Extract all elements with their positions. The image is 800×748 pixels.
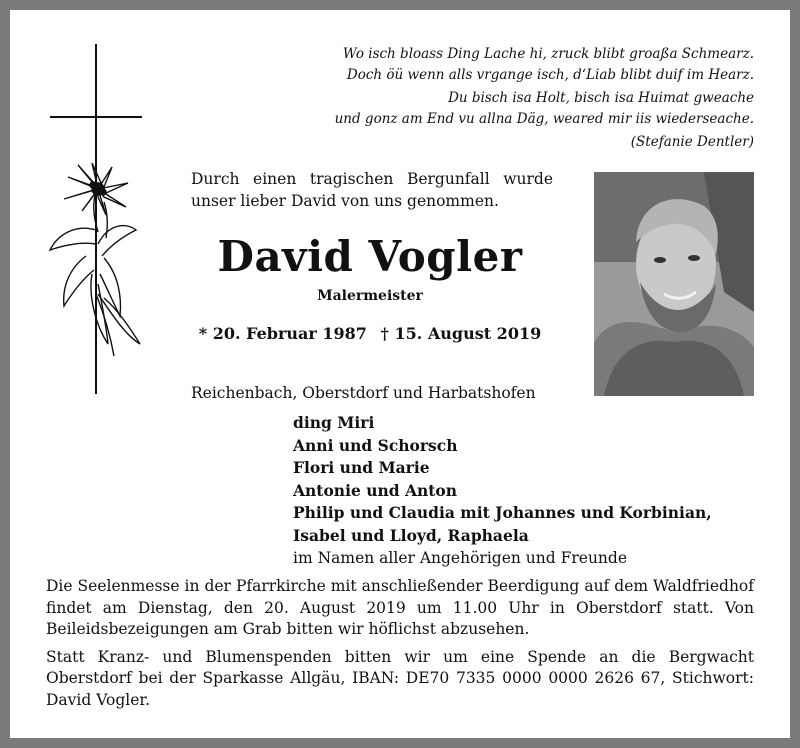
poem	[254, 44, 754, 153]
mourner-name: Philip und Claudia mit Johannes und Korbinian,	[293, 503, 712, 522]
places: Reichenbach, Oberstdorf und Harbatshofen	[191, 384, 536, 402]
mourner-name: Anni und Schorsch	[293, 435, 458, 455]
mourner-name: Antonie und Anton	[293, 480, 458, 500]
deceased-name: David Vogler	[217, 232, 523, 281]
poem-line: Wo isch bloass Ding Lache hi, zruck blibt groaßa Schmearz.	[342, 46, 754, 62]
poem-author: (Stefanie Dentler)	[630, 134, 754, 150]
cross-edelweiss-graphic	[46, 44, 156, 404]
life-dates	[180, 324, 560, 343]
mourners-closing: im Namen aller Angehörigen und Freunde	[293, 549, 627, 567]
birth-date: * 20. Februar 1987	[198, 324, 367, 343]
mourners-list	[293, 412, 773, 570]
intro-text	[191, 168, 553, 212]
poem-stanza-1	[254, 44, 754, 86]
mourner-name: Isabel und Lloyd, Raphaela	[293, 525, 529, 545]
notice-paragraph-service: Die Seelenmesse in der Pfarrkirche mit anschließender Beerdigung auf dem Waldfriedhof findet am Dienstag, den 20. August 2019 um 11.00 Uhr in Oberstdorf statt. Von Beileidsbezeigungen am Grab bitten wir höflichst abzusehen.	[46, 577, 754, 638]
notice-paragraph-donation: Statt Kranz- und Blumenspenden bitten wir um eine Spende an die Bergwacht Oberstdorf bei der Sparkasse Allgäu, IBAN: DE70 7335 0000 0000 2626 67, Stichwort: David Vogler.	[46, 647, 754, 709]
mourner-name: Flori und Marie	[293, 458, 430, 477]
death-date: † 15. August 2019	[380, 324, 542, 343]
intro-line-1: Durch einen tragischen Bergunfall wurde	[191, 170, 553, 188]
intro-line-2: unser lieber David von uns genommen.	[191, 192, 499, 210]
mourner-name: ding Miri	[293, 413, 375, 432]
deceased-profession: Malermeister	[317, 288, 423, 304]
poem-line: Du bisch isa Holt, bisch isa Huimat gweache	[448, 90, 754, 106]
cross-icon	[50, 44, 142, 394]
portrait-photo	[594, 172, 754, 396]
poem-line: Doch öü wenn alls vrgange isch, d‘Liab blibt duif im Hearz.	[346, 67, 754, 83]
poem-stanza-2	[254, 88, 754, 130]
poem-line: und gonz am End vu allna Däg, weared mir iis wiederseache.	[334, 111, 754, 127]
funeral-notice	[46, 576, 754, 717]
obituary-page	[10, 10, 790, 738]
